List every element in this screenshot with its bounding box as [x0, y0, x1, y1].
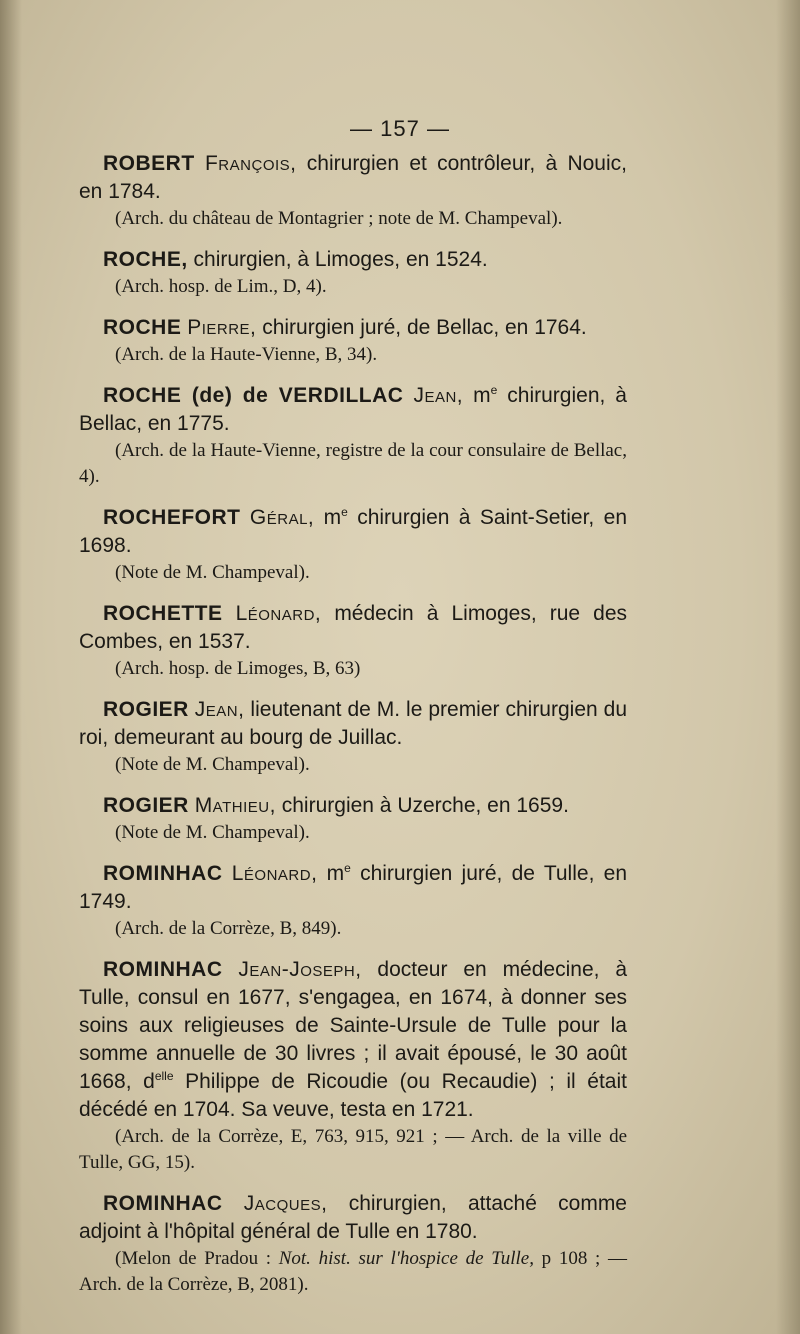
entry-heading — [79, 314, 627, 342]
entry-heading — [79, 504, 627, 560]
given-name: Pierre, — [187, 316, 257, 339]
given-name: Mathieu, — [194, 794, 276, 817]
entry-rogier-mathieu — [79, 792, 627, 846]
entry-heading — [79, 860, 627, 916]
entry-heading — [79, 382, 627, 438]
surname: ROCHE (de) de VERDILLAC — [103, 384, 404, 407]
entry-rominhac-jacques — [79, 1190, 627, 1298]
entry-text-pre: m — [314, 506, 342, 529]
entry-text-pre: docteur en médecine, à Tulle, consul en 1677, s'engagea, en 1674, à donner ses soins aux religieuses de Sainte-Ursule de Tulle pour la somme annuelle de 30 livres ; il avait épousé, le 30 août 1668, d — [79, 958, 627, 1093]
superscript: e — [341, 505, 348, 519]
page-edge-shadow-left — [0, 0, 22, 1334]
surname: ROCHE — [103, 316, 182, 339]
surname: ROMINHAC — [103, 862, 223, 885]
entry-roche-de-verdillac — [79, 382, 627, 490]
entry-roche-pierre — [79, 314, 627, 368]
entry-rominhac-jean-joseph — [79, 956, 627, 1176]
entry-rochefort — [79, 504, 627, 586]
entry-text: médecin à Limoges, rue des Combes, en 1537. — [79, 602, 627, 653]
entry-source: (Arch. hosp. de Lim., D, 4). — [115, 276, 327, 297]
entry-source: (Arch. de la Corrèze, E, 763, 915, 921 ; — Arch. de la ville de Tulle, GG, 15). — [79, 1126, 627, 1173]
entry-heading — [79, 1190, 627, 1246]
entry-text: chirurgien à Uzerche, en 1659. — [275, 794, 569, 817]
entry-text: lieutenant de M. le premier chirurgien du roi, demeurant au bourg de Juillac. — [79, 698, 627, 749]
entry-heading — [79, 956, 627, 1124]
entry-text: chirurgien et contrôleur, à Nouic, en 1784. — [79, 152, 627, 203]
entry-roche — [79, 246, 627, 300]
surname: ROCHETTE — [103, 602, 223, 625]
superscript: elle — [154, 1069, 174, 1083]
entry-text: Philippe de Ricoudie (ou Recaudie) ; il était décédé en 1704. Sa veuve, testa en 1721. — [79, 1070, 627, 1121]
entry-heading — [79, 246, 627, 274]
surname: ROBERT — [103, 152, 195, 175]
entry-source: (Note de M. Champeval). — [115, 754, 310, 775]
entries-list — [79, 150, 627, 1298]
page-edge-shadow-right — [776, 0, 800, 1334]
entry-text: chirurgien, attaché comme adjoint à l'hôpital général de Tulle en 1780. — [79, 1192, 627, 1243]
given-name: François, — [204, 152, 297, 175]
source-rest: p 108 ; — Arch. de la Corrèze, B, 2081). — [79, 1248, 627, 1295]
surname: ROCHE, — [103, 248, 188, 271]
entry-text: chirurgien juré, de Tulle, en 1749. — [79, 862, 627, 913]
surname: ROGIER — [103, 698, 189, 721]
entry-source: (Note de M. Champeval). — [115, 562, 310, 583]
given-name: Jacques, — [243, 1192, 328, 1215]
entry-text: chirurgien à Saint-Setier, en 1698. — [79, 506, 628, 557]
entry-text: chirurgien, à Limoges, en 1524. — [187, 248, 488, 271]
surname: ROMINHAC — [103, 958, 223, 981]
entry-robert-francois — [79, 150, 627, 232]
entry-source: (Arch. de la Haute-Vienne, registre de la cour consulaire de Bellac, 4). — [79, 440, 627, 487]
given-name: Léonard, — [231, 862, 318, 885]
given-name: Géral, — [249, 506, 315, 529]
surname: ROCHEFORT — [103, 506, 241, 529]
entry-text-pre: m — [463, 384, 491, 407]
given-name: Jean, — [413, 384, 464, 407]
given-name: Jean-Joseph, — [238, 958, 362, 981]
entry-heading — [79, 792, 627, 820]
entry-heading — [79, 696, 627, 752]
entry-source: (Arch. hosp. de Limoges, B, 63) — [115, 658, 361, 679]
entry-text: chirurgien juré, de Bellac, en 1764. — [256, 316, 587, 339]
entry-source — [79, 1246, 627, 1298]
entry-text: chirurgien, à Bellac, en 1775. — [79, 384, 627, 435]
entry-rochette — [79, 600, 627, 682]
entry-source: (Note de M. Champeval). — [115, 822, 310, 843]
entry-heading — [79, 150, 627, 206]
entry-source: (Arch. de la Corrèze, B, 849). — [115, 918, 342, 939]
source-title: Not. hist. sur l'hospice de Tulle, — [278, 1248, 534, 1269]
entry-source: (Arch. de la Haute-Vienne, B, 34). — [115, 344, 378, 365]
given-name: Léonard, — [235, 602, 322, 625]
entry-source: (Arch. du château de Montagrier ; note de M. Champeval). — [115, 208, 563, 229]
superscript: e — [344, 861, 351, 875]
superscript: e — [490, 383, 498, 397]
given-name: Jean, — [194, 698, 245, 721]
entry-heading — [79, 600, 627, 656]
surname: ROGIER — [103, 794, 189, 817]
surname: ROMINHAC — [103, 1192, 223, 1215]
source-pre: (Melon de Pradou : — [115, 1248, 279, 1269]
page-number: — 157 — — [350, 116, 450, 141]
entry-rominhac-leonard — [79, 860, 627, 942]
entry-rogier-jean — [79, 696, 627, 778]
entry-text-pre: m — [317, 862, 345, 885]
